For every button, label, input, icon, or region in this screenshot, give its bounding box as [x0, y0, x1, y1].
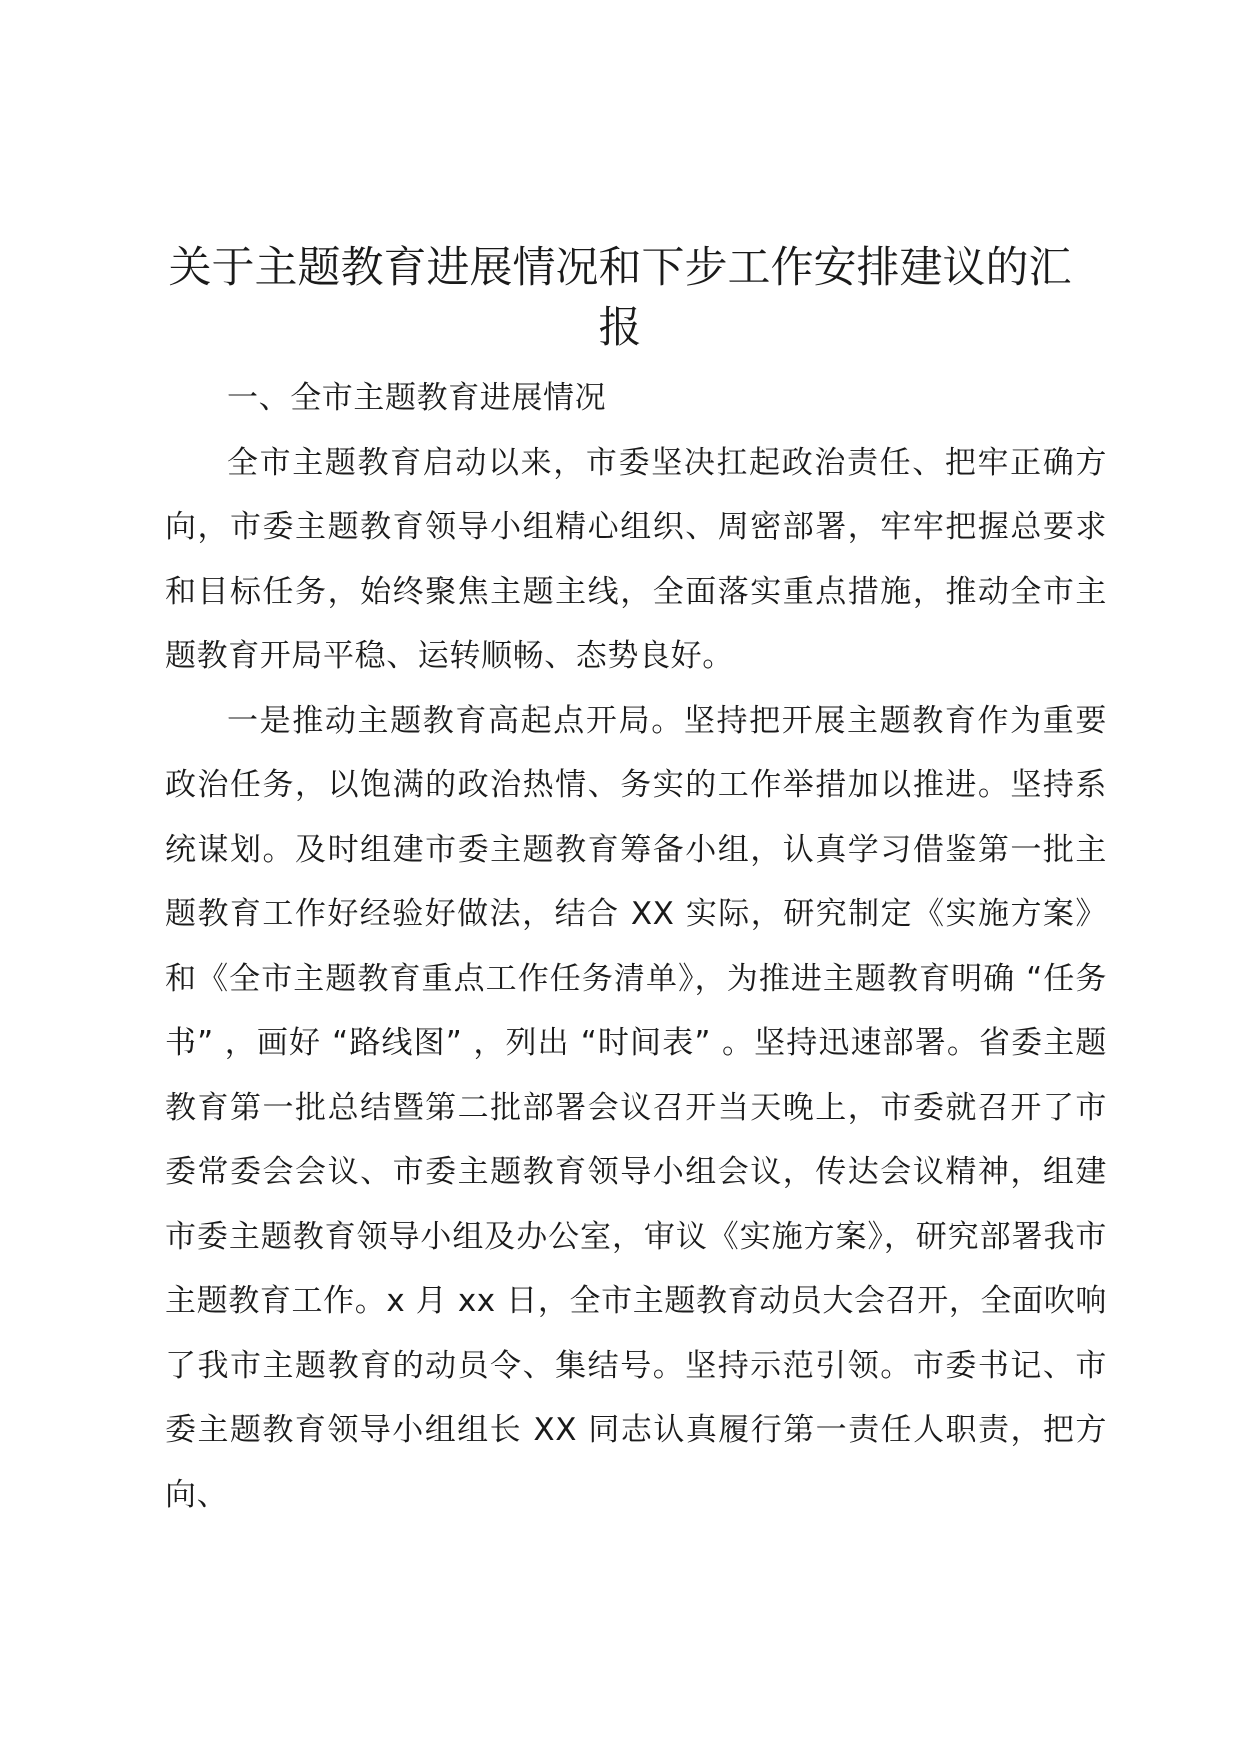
section-heading: 一、全市主题教育进展情况 [227, 380, 607, 416]
document-body [165, 366, 1107, 1527]
body-paragraph: 一是推动主题教育高起点开局。坚持把开展主题教育作为重要政治任务，以饱满的政治热情、务实的工作举措加以推进。坚持系统谋划。及时组建市委主题教育筹备小组，认真学习借鉴第一批主题教育工作好经验好做法，结合 XX 实际，研究制定《实施方案》和《全市主题教育重点工作任务清单》，为推进主题教育明确 “任务书” ，画好 “路线图” ，列出 “时间表” 。坚持迅速部署。省委主题教育第一批总结暨第二批部署会议召开当天晚上，市委就召开了市委常委会会议、市委主题教育领导小组会议，传达会议精神，组建市委主题教育领导小组及办公室，审议《实施方案》，研究部署我市主题教育工作。x 月 xx 日，全市主题教育动员大会召开，全面吹响了我市主题教育的动员令、集结号。坚持示范引领。市委书记、市委主题教育领导小组组长 XX 同志认真履行第一责任人职责，把方向、 [165, 702, 1107, 1513]
document-title: 关于主题教育进展情况和下步工作安排建议的汇报 [168, 243, 1072, 353]
body-paragraph: 全市主题教育启动以来，市委坚决扛起政治责任、把牢正确方向，市委主题教育领导小组精心组织、周密部署，牢牢把握总要求和目标任务，始终聚焦主题主线，全面落实重点措施，推动全市主题教育开局平稳、运转顺畅、态势良好。 [165, 444, 1107, 674]
